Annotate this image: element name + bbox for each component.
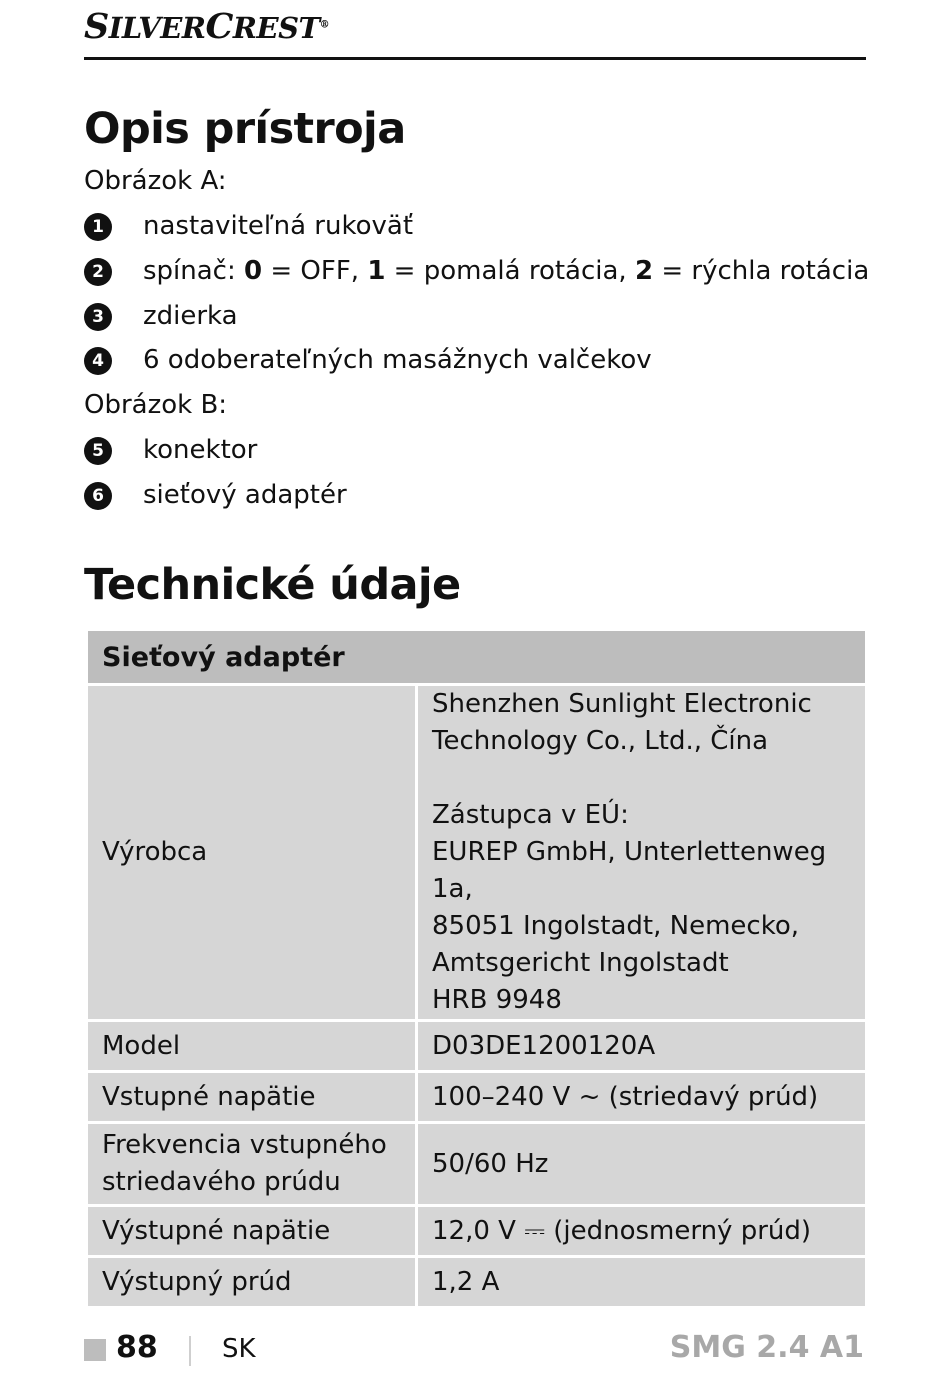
list-item-text: nastaviteľná rukoväť	[143, 211, 414, 241]
footer-divider	[189, 1336, 191, 1366]
row-label: Vstupné napätie	[87, 1072, 417, 1123]
table-header-row	[87, 630, 867, 685]
number-badge: 3	[84, 303, 112, 331]
section-title-technical: Technické údaje	[84, 560, 461, 610]
list-item-text: sieťový adaptér	[143, 480, 347, 510]
section-title-description: Opis prístroja	[84, 104, 406, 154]
table-row	[87, 1021, 867, 1072]
row-label: Model	[87, 1021, 417, 1072]
list-item-text: spínač: 0 = OFF, 1 = pomalá rotácia, 2 = rýchla rotácia	[143, 256, 870, 286]
row-value: Shenzhen Sunlight Electronic Technology Co., Ltd., Čína Zástupca v EÚ: EUREP GmbH, Unterlettenweg 1a, 85051 Ingolstadt, Nemecko, Amtsgericht Ingolstadt HRB 9948	[417, 685, 867, 1021]
row-label: Výstupný prúd	[87, 1257, 417, 1308]
number-badge: 6	[84, 482, 112, 510]
list-item-text: konektor	[143, 435, 258, 465]
table-row	[87, 1206, 867, 1257]
list-item-text: 6 odoberateľných masážnych valčekov	[143, 345, 652, 375]
header-rule	[84, 57, 866, 60]
row-label: Frekvencia vstupného striedavého prúdu	[87, 1123, 417, 1206]
row-value: 100–240 V ~ (striedavý prúd)	[417, 1072, 867, 1123]
brand-logo: SILVERCREST®	[84, 6, 330, 47]
language-code: SK	[222, 1334, 256, 1364]
table-row	[87, 1072, 867, 1123]
row-label: Výrobca	[87, 685, 417, 1021]
footer-marker	[84, 1339, 106, 1361]
page-number: 88	[116, 1330, 158, 1365]
row-value: 1,2 A	[417, 1257, 867, 1308]
number-badge: 4	[84, 347, 112, 375]
table-row	[87, 1123, 867, 1206]
number-badge: 5	[84, 437, 112, 465]
table-header: Sieťový adaptér	[87, 630, 867, 685]
figure-a-label: Obrázok A:	[84, 166, 227, 196]
list-item-text: zdierka	[143, 301, 238, 331]
model-code: SMG 2.4 A1	[669, 1330, 864, 1365]
table-row	[87, 685, 867, 1021]
row-value: D03DE1200120A	[417, 1021, 867, 1072]
row-value: 50/60 Hz	[417, 1123, 867, 1206]
figure-b-label: Obrázok B:	[84, 390, 228, 420]
number-badge: 1	[84, 213, 112, 241]
spec-table	[85, 628, 868, 1309]
table-row	[87, 1257, 867, 1308]
number-badge: 2	[84, 258, 112, 286]
row-value: 12,0 V ⎓ (jednosmerný prúd)	[417, 1206, 867, 1257]
row-label: Výstupné napätie	[87, 1206, 417, 1257]
